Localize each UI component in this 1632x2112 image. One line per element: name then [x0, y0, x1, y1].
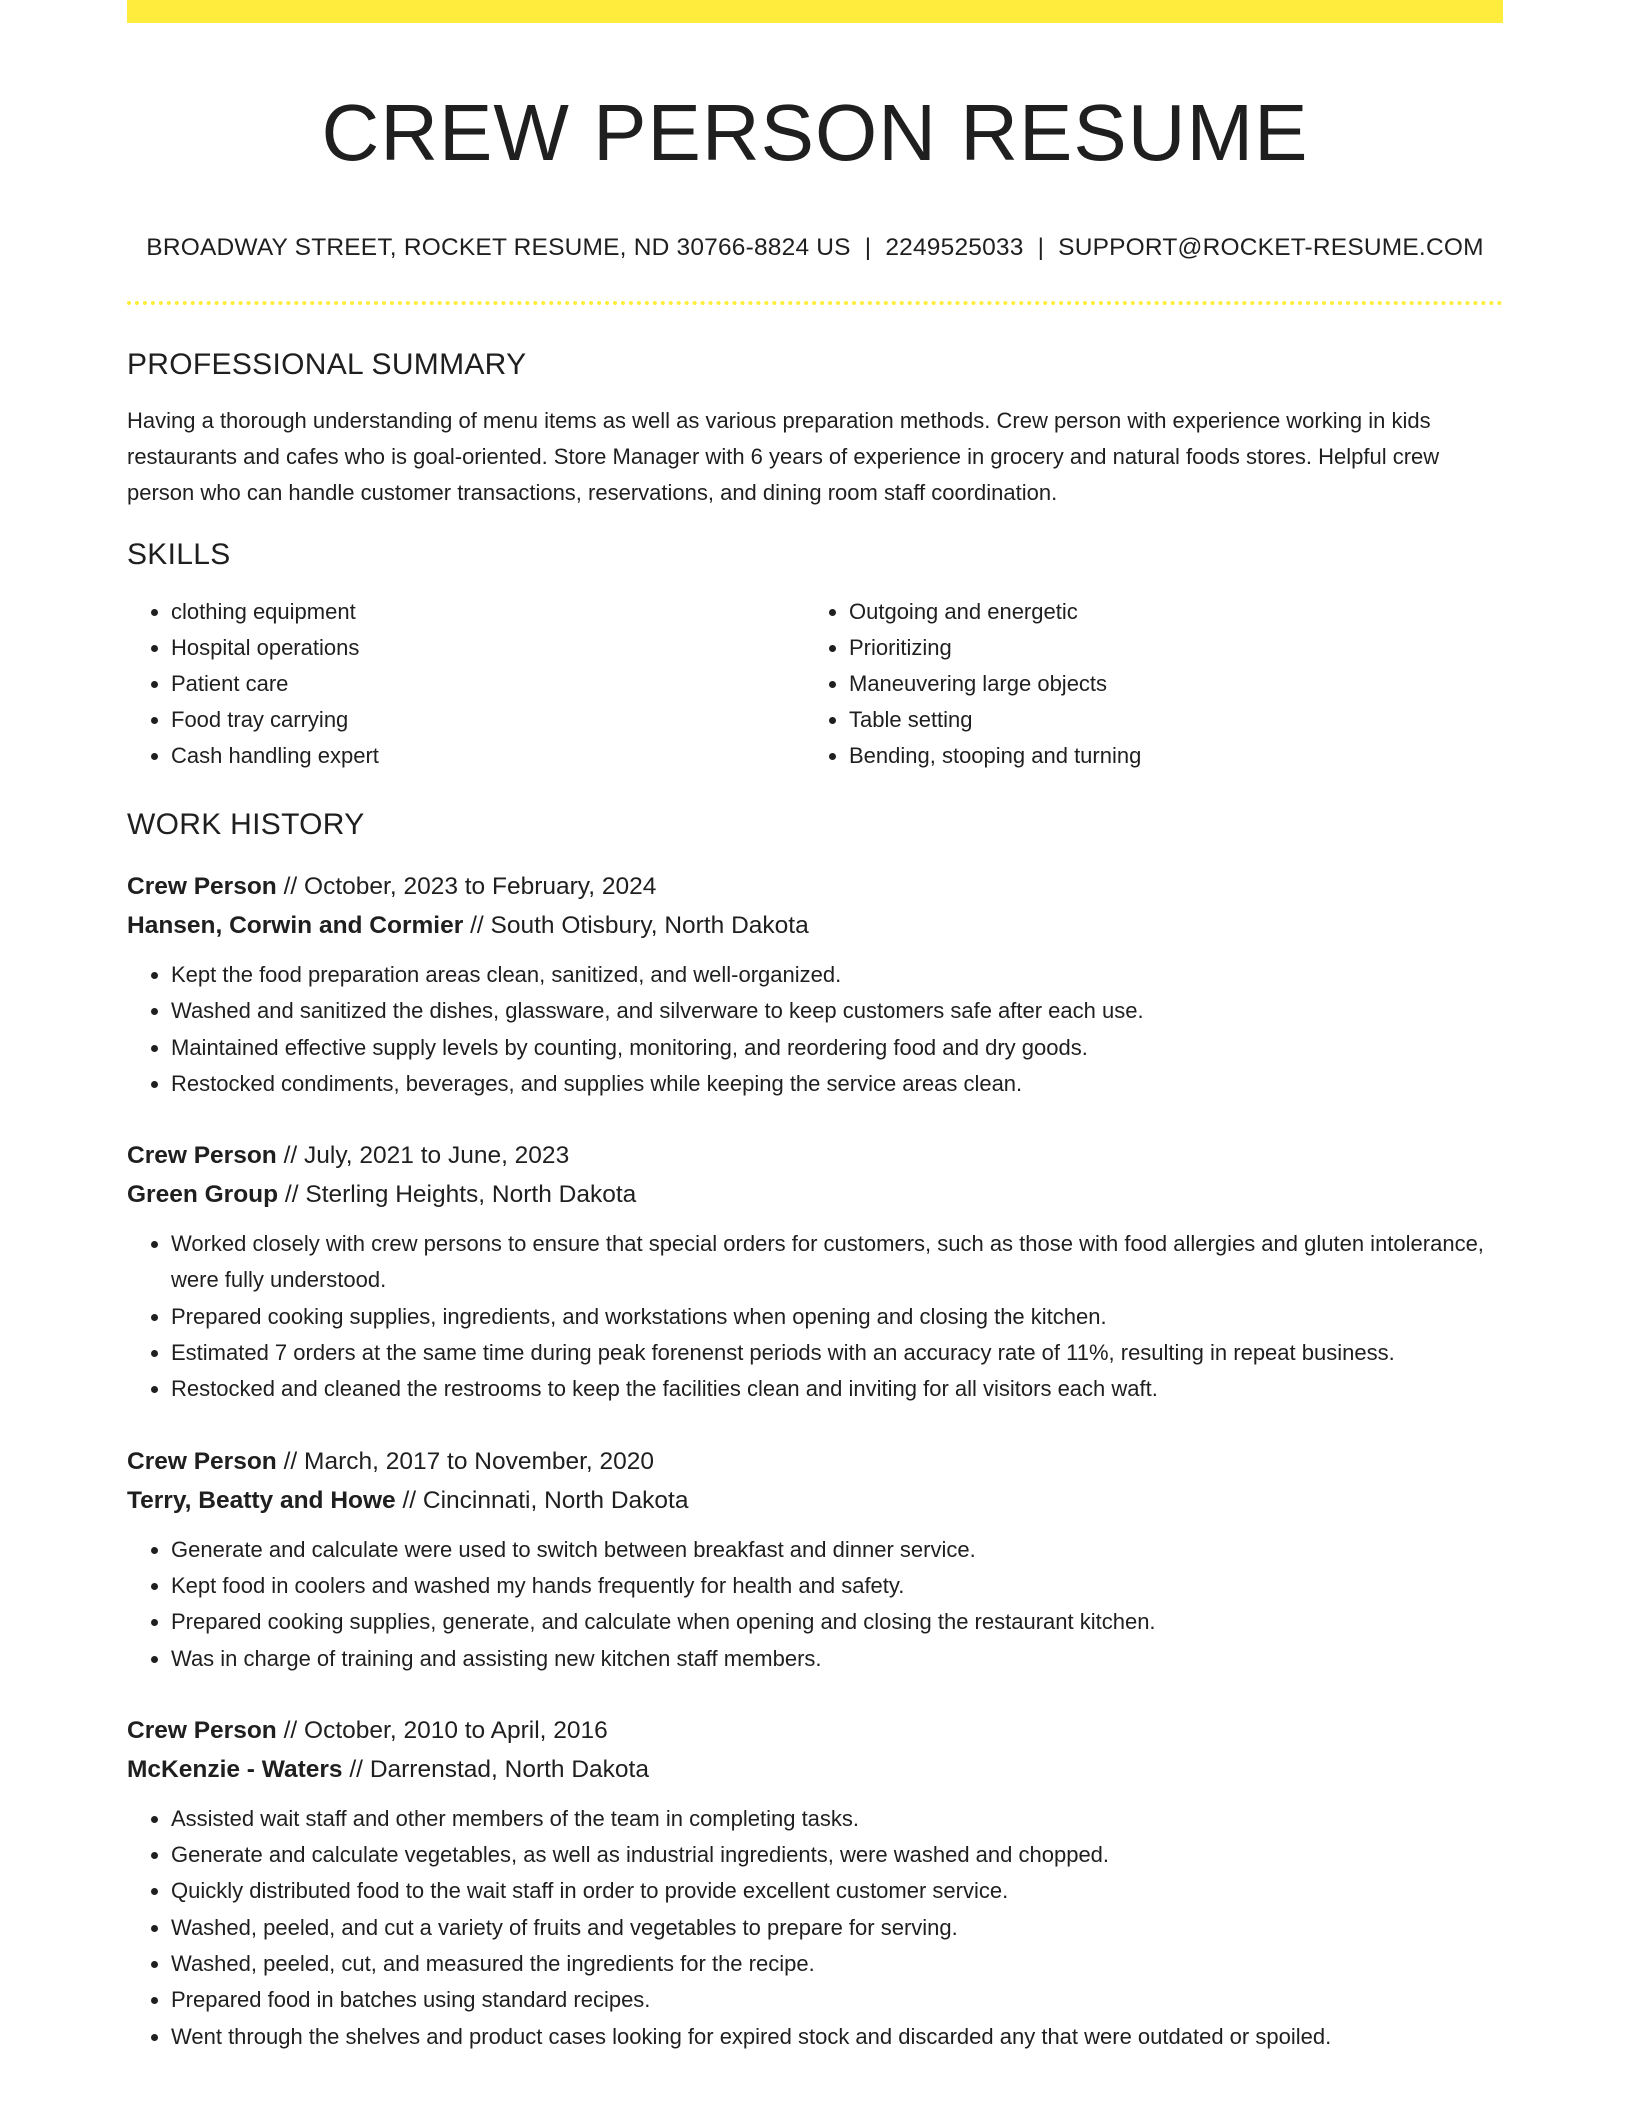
job-role: Crew Person: [127, 1142, 277, 1170]
job-role: Crew Person: [127, 1716, 277, 1744]
skill-item: • Maneuvering large objects: [849, 666, 1483, 702]
separator: |: [1037, 234, 1045, 261]
job-bullet: • Went through the shelves and product cases looking for expired stock and discarded any that were outdated or spoiled.: [171, 2019, 1503, 2055]
job-entry: [127, 867, 1503, 1102]
job-location: Sterling Heights, North Dakota: [305, 1181, 637, 1209]
job-dates: July, 2021 to June, 2023: [304, 1142, 570, 1170]
job-company-line: [127, 1750, 1503, 1789]
job-bullets: [127, 957, 1503, 1102]
delimiter: //: [349, 1755, 363, 1783]
section-title-skills: SKILLS: [127, 538, 231, 571]
job-location: South Otisbury, North Dakota: [490, 912, 809, 939]
contact-line: [127, 233, 1503, 263]
job-company: Terry, Beatty and Howe: [127, 1486, 396, 1514]
email: SUPPORT@ROCKET-RESUME.COM: [1058, 234, 1484, 261]
skills-list: [127, 594, 1503, 774]
delimiter: //: [470, 912, 484, 939]
job-bullet: • Washed and sanitized the dishes, glassware, and silverware to keep customers safe after each use.: [171, 993, 1503, 1029]
job-bullet: • Kept food in coolers and washed my hands frequently for health and safety.: [171, 1568, 1503, 1604]
job-bullet: • Kept the food preparation areas clean, sanitized, and well-organized.: [171, 957, 1503, 993]
job-dates: March, 2017 to November, 2020: [304, 1447, 655, 1475]
job-entry: [127, 1442, 1503, 1677]
job-title-line: [127, 1442, 1503, 1481]
summary-text: Having a thorough understanding of menu items as well as various preparation methods. Crew person with experience working in kids restaurants and cafes who is goal-oriented. Store Manager with 6 years of experience in grocery and natural foods stores. Helpful crew person who can handle customer transactions, reservations, and dining room staff coordination.: [127, 408, 1440, 505]
job-bullet: • Generate and calculate vegetables, as well as industrial ingredients, were washed and chopped.: [171, 1837, 1503, 1873]
job-entry: [127, 1711, 1503, 2055]
accent-bar: [127, 0, 1503, 23]
job-title-line: [127, 867, 1503, 906]
phone: 2249525033: [885, 234, 1024, 261]
job-bullets: [127, 1801, 1503, 2055]
skill-item: • Outgoing and energetic: [849, 594, 1483, 630]
job-location: Darrenstad, North Dakota: [369, 1755, 649, 1783]
skill-item: • Hospital operations: [171, 630, 805, 666]
job-company: McKenzie - Waters: [127, 1755, 343, 1783]
job-bullet: • Estimated 7 orders at the same time during peak forenenst periods with an accuracy rate of 11%, resulting in repeat business.: [171, 1335, 1503, 1371]
job-entry: [127, 1136, 1503, 1407]
job-bullets: [127, 1226, 1503, 1407]
job-title-line: [127, 1136, 1503, 1175]
job-role: Crew Person: [127, 873, 277, 900]
separator: |: [864, 234, 872, 261]
skill-item: • Bending, stooping and turning: [849, 738, 1483, 774]
job-bullet: • Washed, peeled, and cut a variety of fruits and vegetables to prepare for serving.: [171, 1910, 1503, 1946]
section-title-work-history: WORK HISTORY: [127, 808, 365, 841]
skills-column-right: [805, 594, 1483, 774]
job-bullet: • Was in charge of training and assisting new kitchen staff members.: [171, 1641, 1503, 1677]
skill-item: • Food tray carrying: [171, 702, 805, 738]
job-company-line: [127, 906, 1503, 945]
skills-column-left: [127, 594, 805, 774]
skill-item: • Table setting: [849, 702, 1483, 738]
delimiter: //: [284, 1181, 299, 1209]
job-company: Hansen, Corwin and Cormier: [127, 912, 464, 939]
job-bullet: • Prepared food in batches using standard recipes.: [171, 1982, 1503, 2018]
resume-title: CREW PERSON RESUME: [321, 88, 1309, 177]
skill-item: • clothing equipment: [171, 594, 805, 630]
job-dates: October, 2023 to February, 2024: [304, 873, 657, 900]
job-dates: October, 2010 to April, 2016: [304, 1716, 608, 1744]
skill-item: • Patient care: [171, 666, 805, 702]
job-bullet: • Assisted wait staff and other members of the team in completing tasks.: [171, 1801, 1503, 1837]
job-location: Cincinnati, North Dakota: [422, 1486, 689, 1514]
job-bullet: • Prepared cooking supplies, generate, and calculate when opening and closing the restaurant kitchen.: [171, 1604, 1503, 1640]
address: BROADWAY STREET, ROCKET RESUME, ND 30766-8824 US: [146, 234, 851, 261]
delimiter: //: [402, 1486, 417, 1514]
job-company-line: [127, 1481, 1503, 1520]
job-bullets: [127, 1532, 1503, 1677]
delimiter: //: [283, 1447, 298, 1475]
job-title-line: [127, 1711, 1503, 1750]
job-bullet: • Maintained effective supply levels by counting, monitoring, and reordering food and dry goods.: [171, 1030, 1503, 1066]
skill-item: • Prioritizing: [849, 630, 1483, 666]
job-bullet: • Restocked and cleaned the restrooms to keep the facilities clean and inviting for all visitors each waft.: [171, 1371, 1503, 1407]
job-company: Green Group: [127, 1181, 279, 1209]
resume-page: [127, 0, 1503, 2055]
delimiter: //: [283, 1716, 298, 1744]
job-company-line: [127, 1175, 1503, 1214]
section-title-summary: PROFESSIONAL SUMMARY: [127, 348, 527, 381]
job-bullet: • Prepared cooking supplies, ingredients, and workstations when opening and closing the kitchen.: [171, 1299, 1503, 1335]
delimiter: //: [283, 873, 298, 900]
delimiter: //: [283, 1142, 298, 1170]
skill-item: • Cash handling expert: [171, 738, 805, 774]
job-bullet: • Generate and calculate were used to switch between breakfast and dinner service.: [171, 1532, 1503, 1568]
job-bullet: • Worked closely with crew persons to ensure that special orders for customers, such as those with food allergies and gluten intolerance, were fully understood.: [171, 1226, 1503, 1299]
dotted-divider: [127, 301, 1503, 305]
job-role: Crew Person: [127, 1447, 277, 1475]
job-bullet: • Restocked condiments, beverages, and supplies while keeping the service areas clean.: [171, 1066, 1503, 1102]
job-bullet: • Washed, peeled, cut, and measured the ingredients for the recipe.: [171, 1946, 1503, 1982]
job-bullet: • Quickly distributed food to the wait staff in order to provide excellent customer service.: [171, 1873, 1503, 1909]
